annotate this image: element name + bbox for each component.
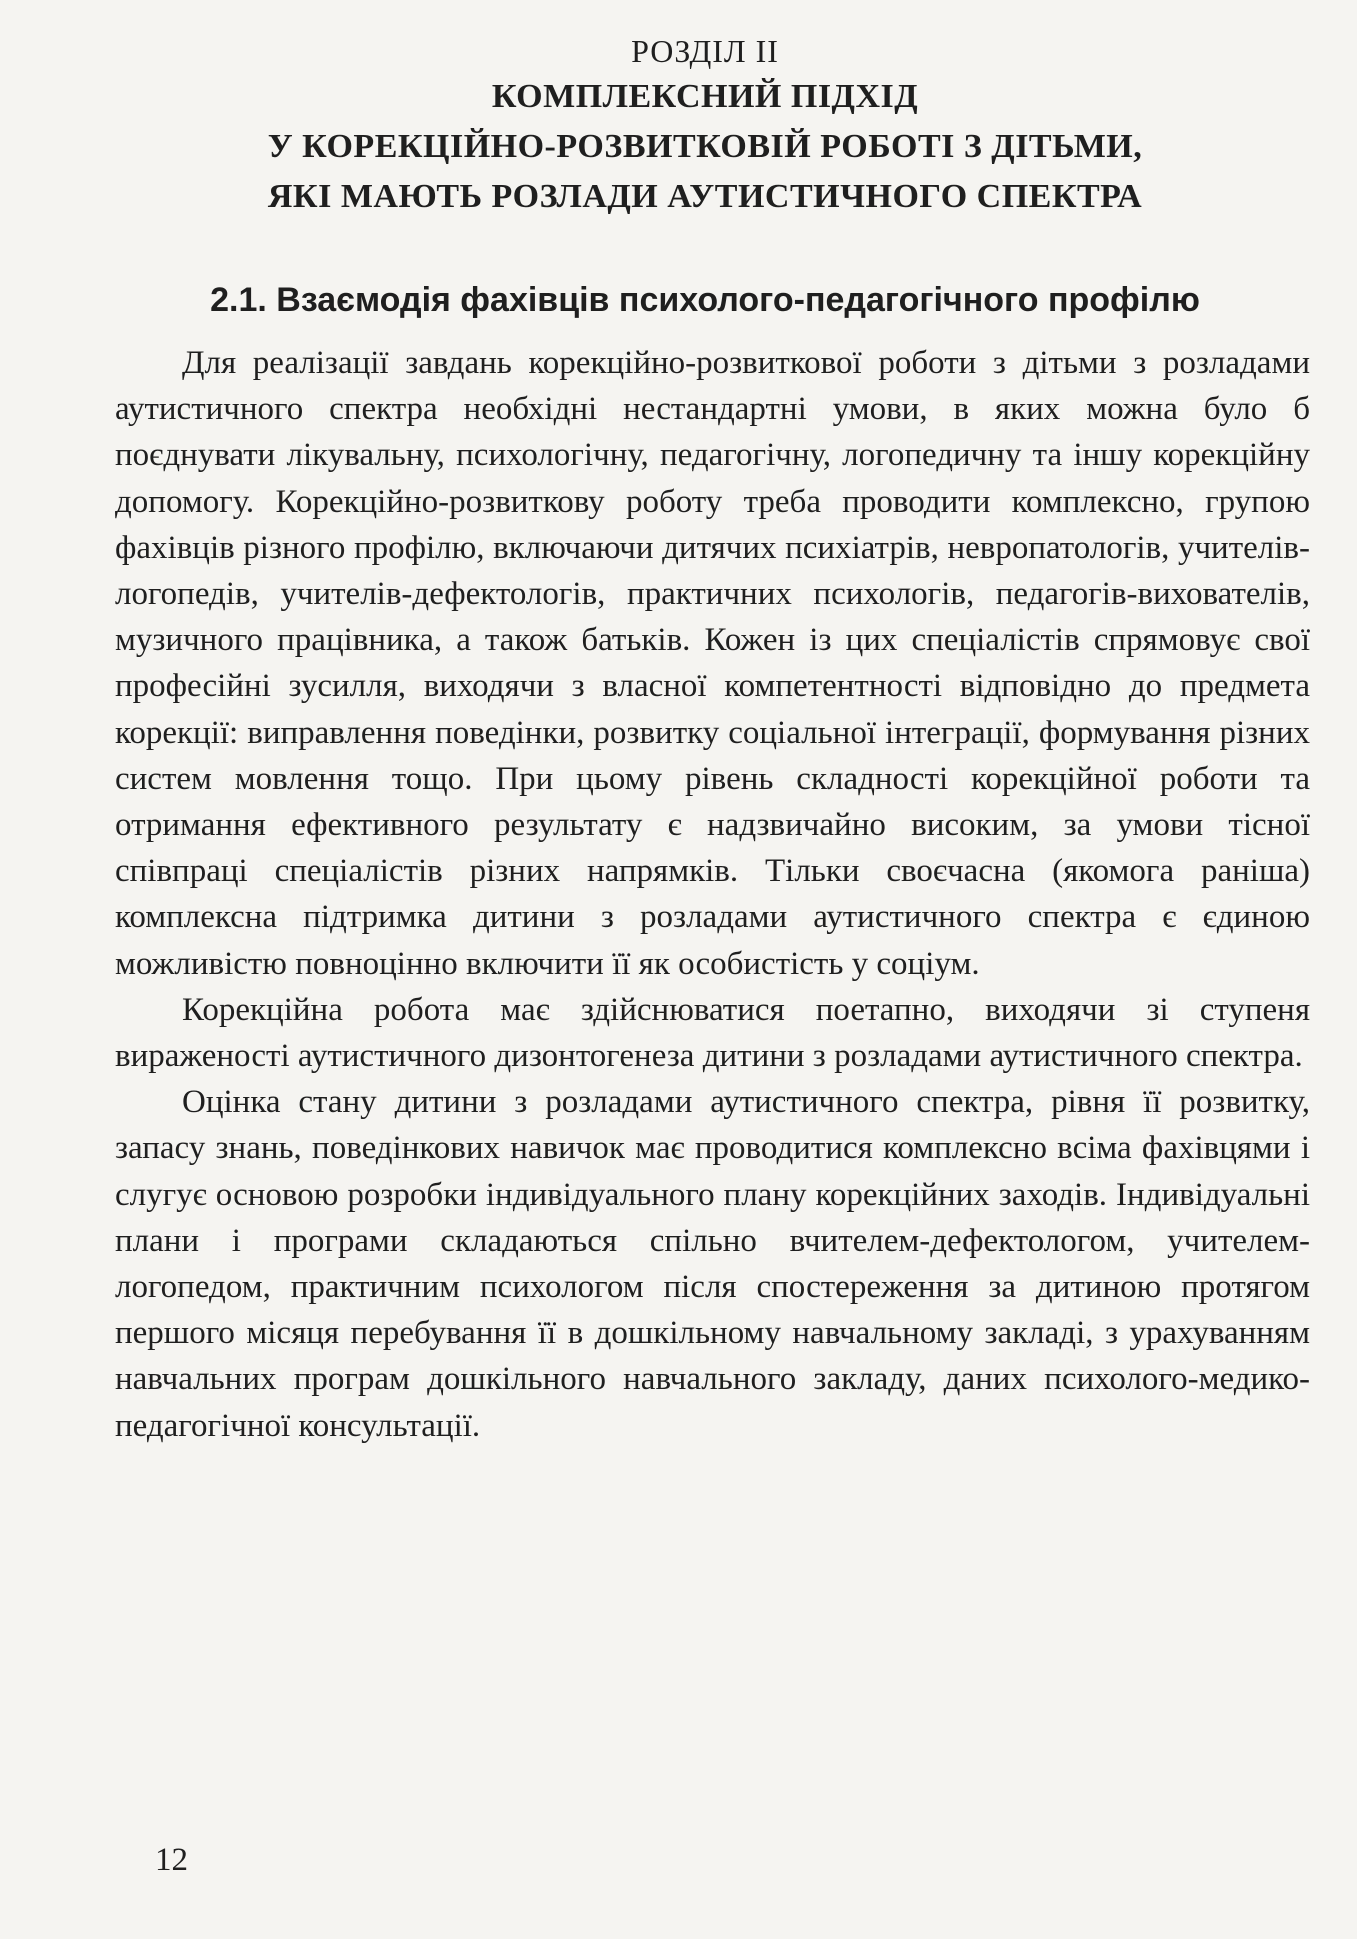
chapter-heading bbox=[120, 30, 1290, 222]
paragraph-3: Оцінка стану дитини з розладами аутистичного спектра, рівня її розвитку, запасу знань, поведінкових навичок має проводитися комплексно всіма фахівцями і слугує основою розробки індивідуального плану корекційних заходів. Індивідуальні плани і програми складаються спільно вчителем-дефектологом, учителем-логопедом, практичним психологом після спостереження за дитиною протягом першого місяця перебування її в дошкільному навчальному закладі, з урахуванням навчальних програм дошкільного навчального закладу, даних психолого-медико-педагогічної консультації. bbox=[115, 1084, 1310, 1444]
page-number: 12 bbox=[155, 1842, 188, 1878]
chapter-title-line-1: КОМПЛЕКСНИЙ ПІДХІД bbox=[491, 78, 919, 115]
body-text bbox=[115, 340, 1310, 1449]
chapter-title-line-3: ЯКІ МАЮТЬ РОЗЛАДИ АУТИСТИЧНОГО СПЕКТРА bbox=[267, 178, 1143, 215]
section-title: 2.1. Взаємодія фахівців психолого-педагогічного профілю bbox=[210, 281, 1200, 319]
chapter-label: РОЗДІЛ ІІ bbox=[631, 33, 779, 69]
paragraph-2: Корекційна робота має здійснюватися поетапно, виходячи зі ступеня вираженості аутистичного дизонтогенеза дитини з розладами аутистичного спектра. bbox=[115, 991, 1310, 1075]
paragraph-1: Для реалізації завдань корекційно-розвиткової роботи з дітьми з розладами аутистичного спектра необхідні нестандартні умови, в яких можна було б поєднувати лікувальну, психологічну, педагогічну, логопедичну та іншу корекційну допомогу. Корекційно-розвиткову роботу треба проводити комплексно, групою фахівців різного профілю, включаючи дитячих психіатрів, невропатологів, учителів-логопедів, учителів-дефектологів, практичних психологів, педагогів-вихователів, музичного працівника, а також батьків. Кожен із цих спеціалістів спрямовує свої професійні зусилля, виходячи з власної компетентності відповідно до предмета корекції: виправлення поведінки, розвитку соціальної інтеграції, формування різних систем мовлення тощо. При цьому рівень складності корекційної роботи та отримання ефективного результату є надзвичайно високим, за умови тісної співпраці спеціалістів різних напрямків. Тільки своєчасна (якомога раніша) комплексна підтримка дитини з розладами аутистичного спектра є єдиною можливістю повноцінно включити її як особистість у соціум. bbox=[115, 345, 1310, 982]
chapter-title-line-2: У КОРЕКЦІЙНО-РОЗВИТКОВІЙ РОБОТІ З ДІТЬМИ, bbox=[267, 128, 1143, 165]
